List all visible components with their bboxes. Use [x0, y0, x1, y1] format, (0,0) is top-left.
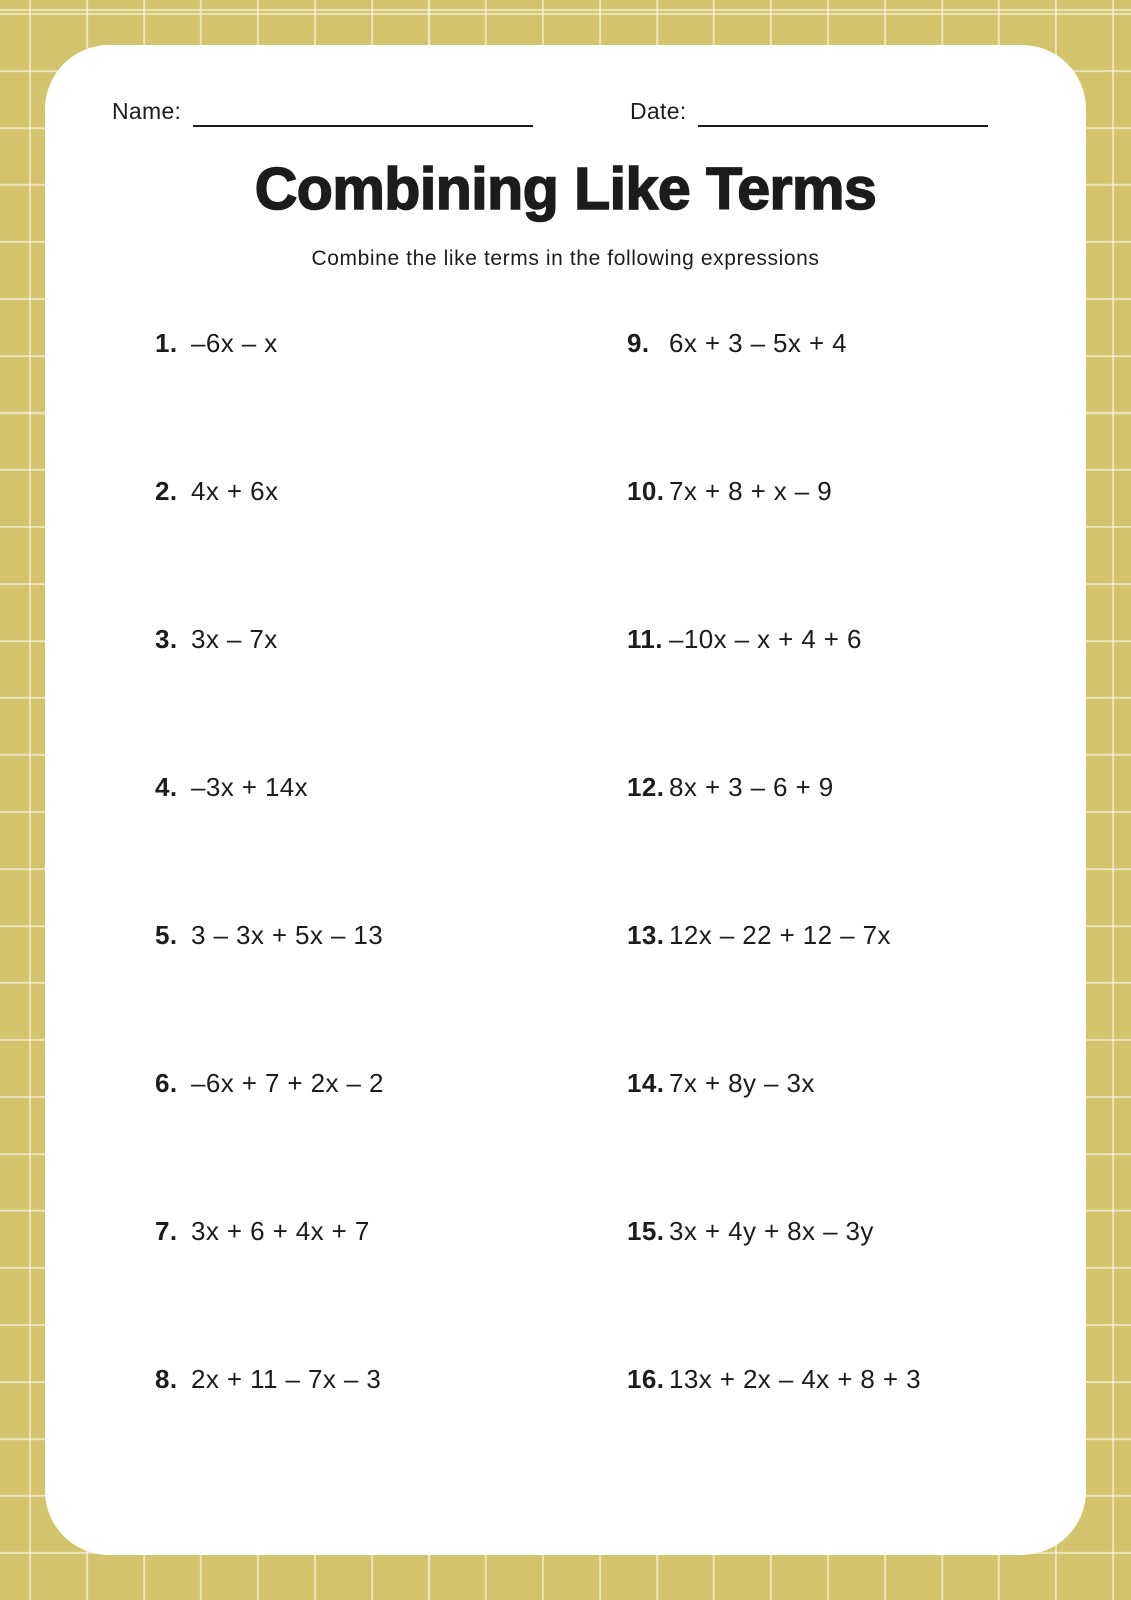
problem-1 — [155, 325, 627, 473]
problem-3 — [155, 621, 627, 769]
problem-expression: 3x + 6 + 4x + 7 — [191, 1216, 370, 1246]
problem-expression: 8x + 3 – 6 + 9 — [669, 772, 834, 802]
problem-expression: –3x + 14x — [191, 772, 309, 802]
problem-number: 5. — [155, 920, 178, 950]
problem-14 — [627, 1065, 1046, 1213]
problem-number: 3. — [155, 624, 178, 654]
problem-expression: 3 – 3x + 5x – 13 — [191, 920, 384, 950]
page-title: Combining Like Terms — [254, 156, 877, 222]
problem-expression: 2x + 11 – 7x – 3 — [191, 1364, 382, 1394]
problem-10 — [627, 473, 1046, 621]
problem-number: 13. — [627, 920, 665, 950]
problems-grid — [155, 325, 1046, 1509]
problem-4 — [155, 769, 627, 917]
page-subtitle: Combine the like terms in the following expressions — [311, 247, 820, 270]
problem-expression: 3x – 7x — [191, 624, 278, 654]
problem-12 — [627, 769, 1046, 917]
problem-6 — [155, 1065, 627, 1213]
problem-number: 1. — [155, 328, 178, 358]
problem-number: 8. — [155, 1364, 178, 1394]
problem-number: 14. — [627, 1068, 665, 1098]
problem-number: 12. — [627, 772, 665, 802]
date-blank-line[interactable] — [698, 97, 988, 127]
name-label: Name: — [112, 98, 182, 124]
problem-16 — [627, 1361, 1046, 1509]
problem-expression: –10x – x + 4 + 6 — [669, 624, 862, 654]
problem-number: 9. — [627, 328, 650, 358]
problem-number: 16. — [627, 1364, 665, 1394]
problem-number: 15. — [627, 1216, 665, 1246]
problem-number: 2. — [155, 476, 178, 506]
problem-expression: –6x + 7 + 2x – 2 — [191, 1068, 384, 1098]
problem-7 — [155, 1213, 627, 1361]
problem-13 — [627, 917, 1046, 1065]
problem-number: 6. — [155, 1068, 178, 1098]
problem-expression: 6x + 3 – 5x + 4 — [669, 328, 848, 358]
problem-15 — [627, 1213, 1046, 1361]
problem-2 — [155, 473, 627, 621]
problem-number: 10. — [627, 476, 665, 506]
problem-number: 7. — [155, 1216, 178, 1246]
problem-number: 4. — [155, 772, 178, 802]
problem-number: 11. — [627, 624, 663, 654]
problem-9 — [627, 325, 1046, 473]
problem-expression: 7x + 8y – 3x — [669, 1068, 815, 1098]
date-field-group — [630, 97, 988, 127]
problem-11 — [627, 621, 1046, 769]
name-field-group — [112, 97, 533, 127]
date-label: Date: — [630, 98, 687, 124]
problem-8 — [155, 1361, 627, 1509]
problem-expression: –6x – x — [191, 328, 278, 358]
problem-5 — [155, 917, 627, 1065]
problem-expression: 7x + 8 + x – 9 — [669, 476, 833, 506]
problem-expression: 4x + 6x — [191, 476, 279, 506]
name-blank-line[interactable] — [193, 97, 533, 127]
problem-expression: 3x + 4y + 8x – 3y — [669, 1216, 874, 1246]
problem-expression: 13x + 2x – 4x + 8 + 3 — [669, 1364, 921, 1394]
worksheet-card — [45, 45, 1086, 1555]
problem-expression: 12x – 22 + 12 – 7x — [669, 920, 891, 950]
